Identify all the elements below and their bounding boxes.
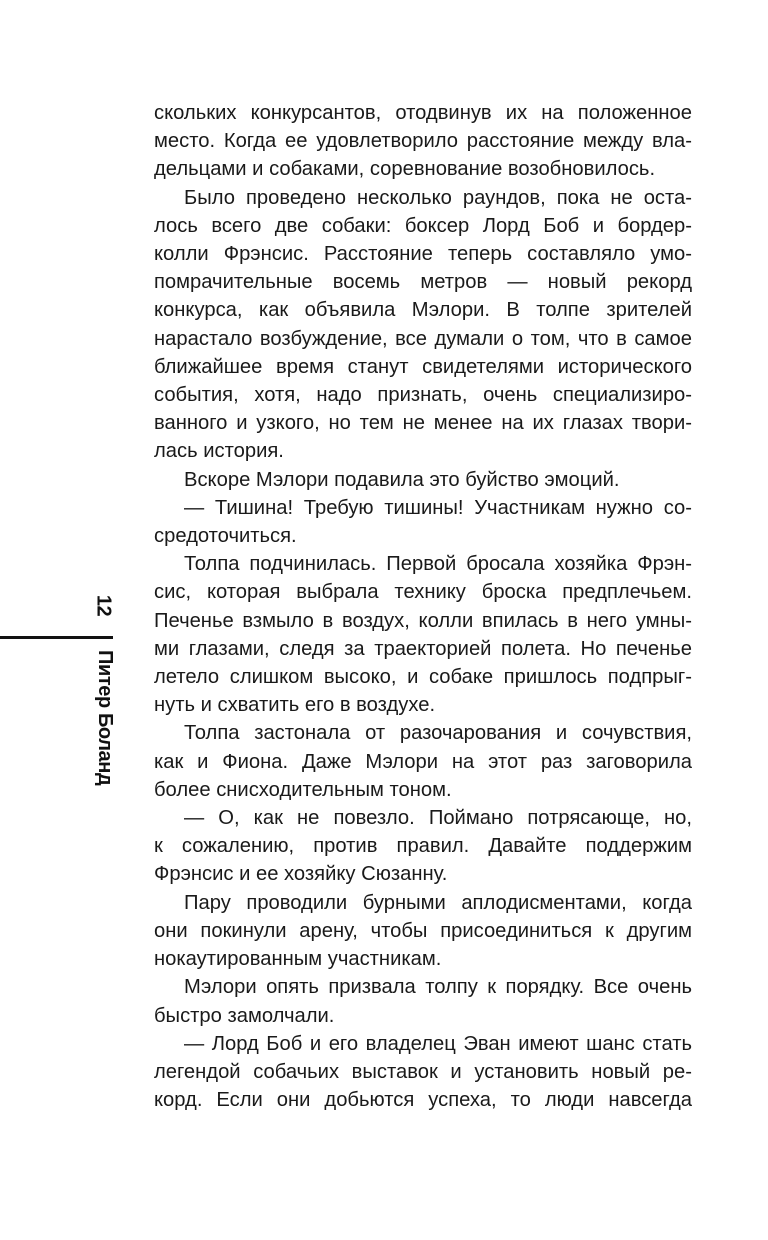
text-line: сис, которая выбрала технику броска предплечьем. (154, 581, 692, 604)
text-line: лось всего две собаки: боксер Лорд Боб и бордер- (154, 214, 692, 237)
text-line: ми глазами, следя за траекторией полета. Но печенье (154, 637, 692, 660)
sidebar-divider (0, 636, 113, 639)
text-line: Толпа подчинилась. Первой бросала хозяйка Фрэн- (184, 553, 692, 576)
text-line: нарастало возбуждение, все думали о том, что в самое (154, 327, 692, 350)
text-line: скольких конкурсантов, отодвинув их на положенное (154, 102, 692, 124)
text-line: к сожалению, против правил. Давайте поддержим (154, 835, 692, 858)
text-line: конкурса, как объявила Мэлори. В толпе зрителей (154, 299, 692, 322)
text-line: дельцами и собаками, соревнование возобновилось. (154, 158, 656, 181)
text-line: события, хотя, надо признать, очень специализиро- (154, 384, 692, 407)
text-line: Пару проводили бурными аплодисментами, когда (184, 891, 692, 914)
text-line: Вскоре Мэлори подавила это буйство эмоций. (184, 468, 620, 491)
text-line: — Тишина! Требую тишины! Участникам нужно со- (184, 496, 692, 519)
text-line: — О, как не повезло. Поймано потрясающе, но, (184, 807, 692, 830)
text-line: летело слишком высоко, и собаке пришлось подпрыг- (154, 666, 692, 689)
text-line: Фрэнсис и ее хозяйку Сюзанну. (154, 863, 448, 886)
text-line: нуть и схватить его в воздухе. (154, 694, 436, 717)
text-line: более снисходительным тоном. (154, 778, 452, 801)
text-line: Мэлори опять призвала толпу к порядку. Все очень (184, 976, 692, 999)
running-header (90, 650, 118, 786)
author-name: Питер Боланд (94, 650, 116, 786)
text-line: колли Фрэнсис. Расстояние теперь составляло умо- (154, 243, 692, 266)
text-line: лась история. (154, 440, 284, 463)
text-line: ближайшее время станут свидетелями исторического (154, 355, 692, 378)
text-line: Толпа застонала от разочарования и сочувствия, (184, 722, 692, 745)
text-line: помрачительные восемь метров — новый рекорд (154, 271, 692, 294)
text-line: Печенье взмыло в воздух, колли впилась в него умны- (154, 609, 692, 632)
body-text (154, 99, 692, 1114)
text-line: легендой собачьих выставок и установить новый ре- (154, 1060, 692, 1083)
text-line: — Лорд Боб и его владелец Эван имеют шанс стать (184, 1032, 692, 1055)
text-line: Было проведено несколько раундов, пока не оста- (184, 186, 692, 209)
text-line: они покинули арену, чтобы присоединиться к другим (154, 919, 692, 942)
page-number: 12 (92, 594, 115, 617)
text-line: корд. Если они добьются успеха, то люди навсегда (154, 1089, 692, 1112)
text-line: как и Фиона. Даже Мэлори на этот раз заговорила (154, 750, 692, 773)
text-line: место. Когда ее удовлетворило расстояние между вла- (154, 130, 692, 153)
text-line: быстро замолчали. (154, 1004, 335, 1027)
text-line: средоточиться. (154, 525, 297, 548)
text-line: нокаутированным участникам. (154, 948, 442, 971)
text-line: ванного и узкого, но тем не менее на их глазах твори- (154, 412, 692, 435)
